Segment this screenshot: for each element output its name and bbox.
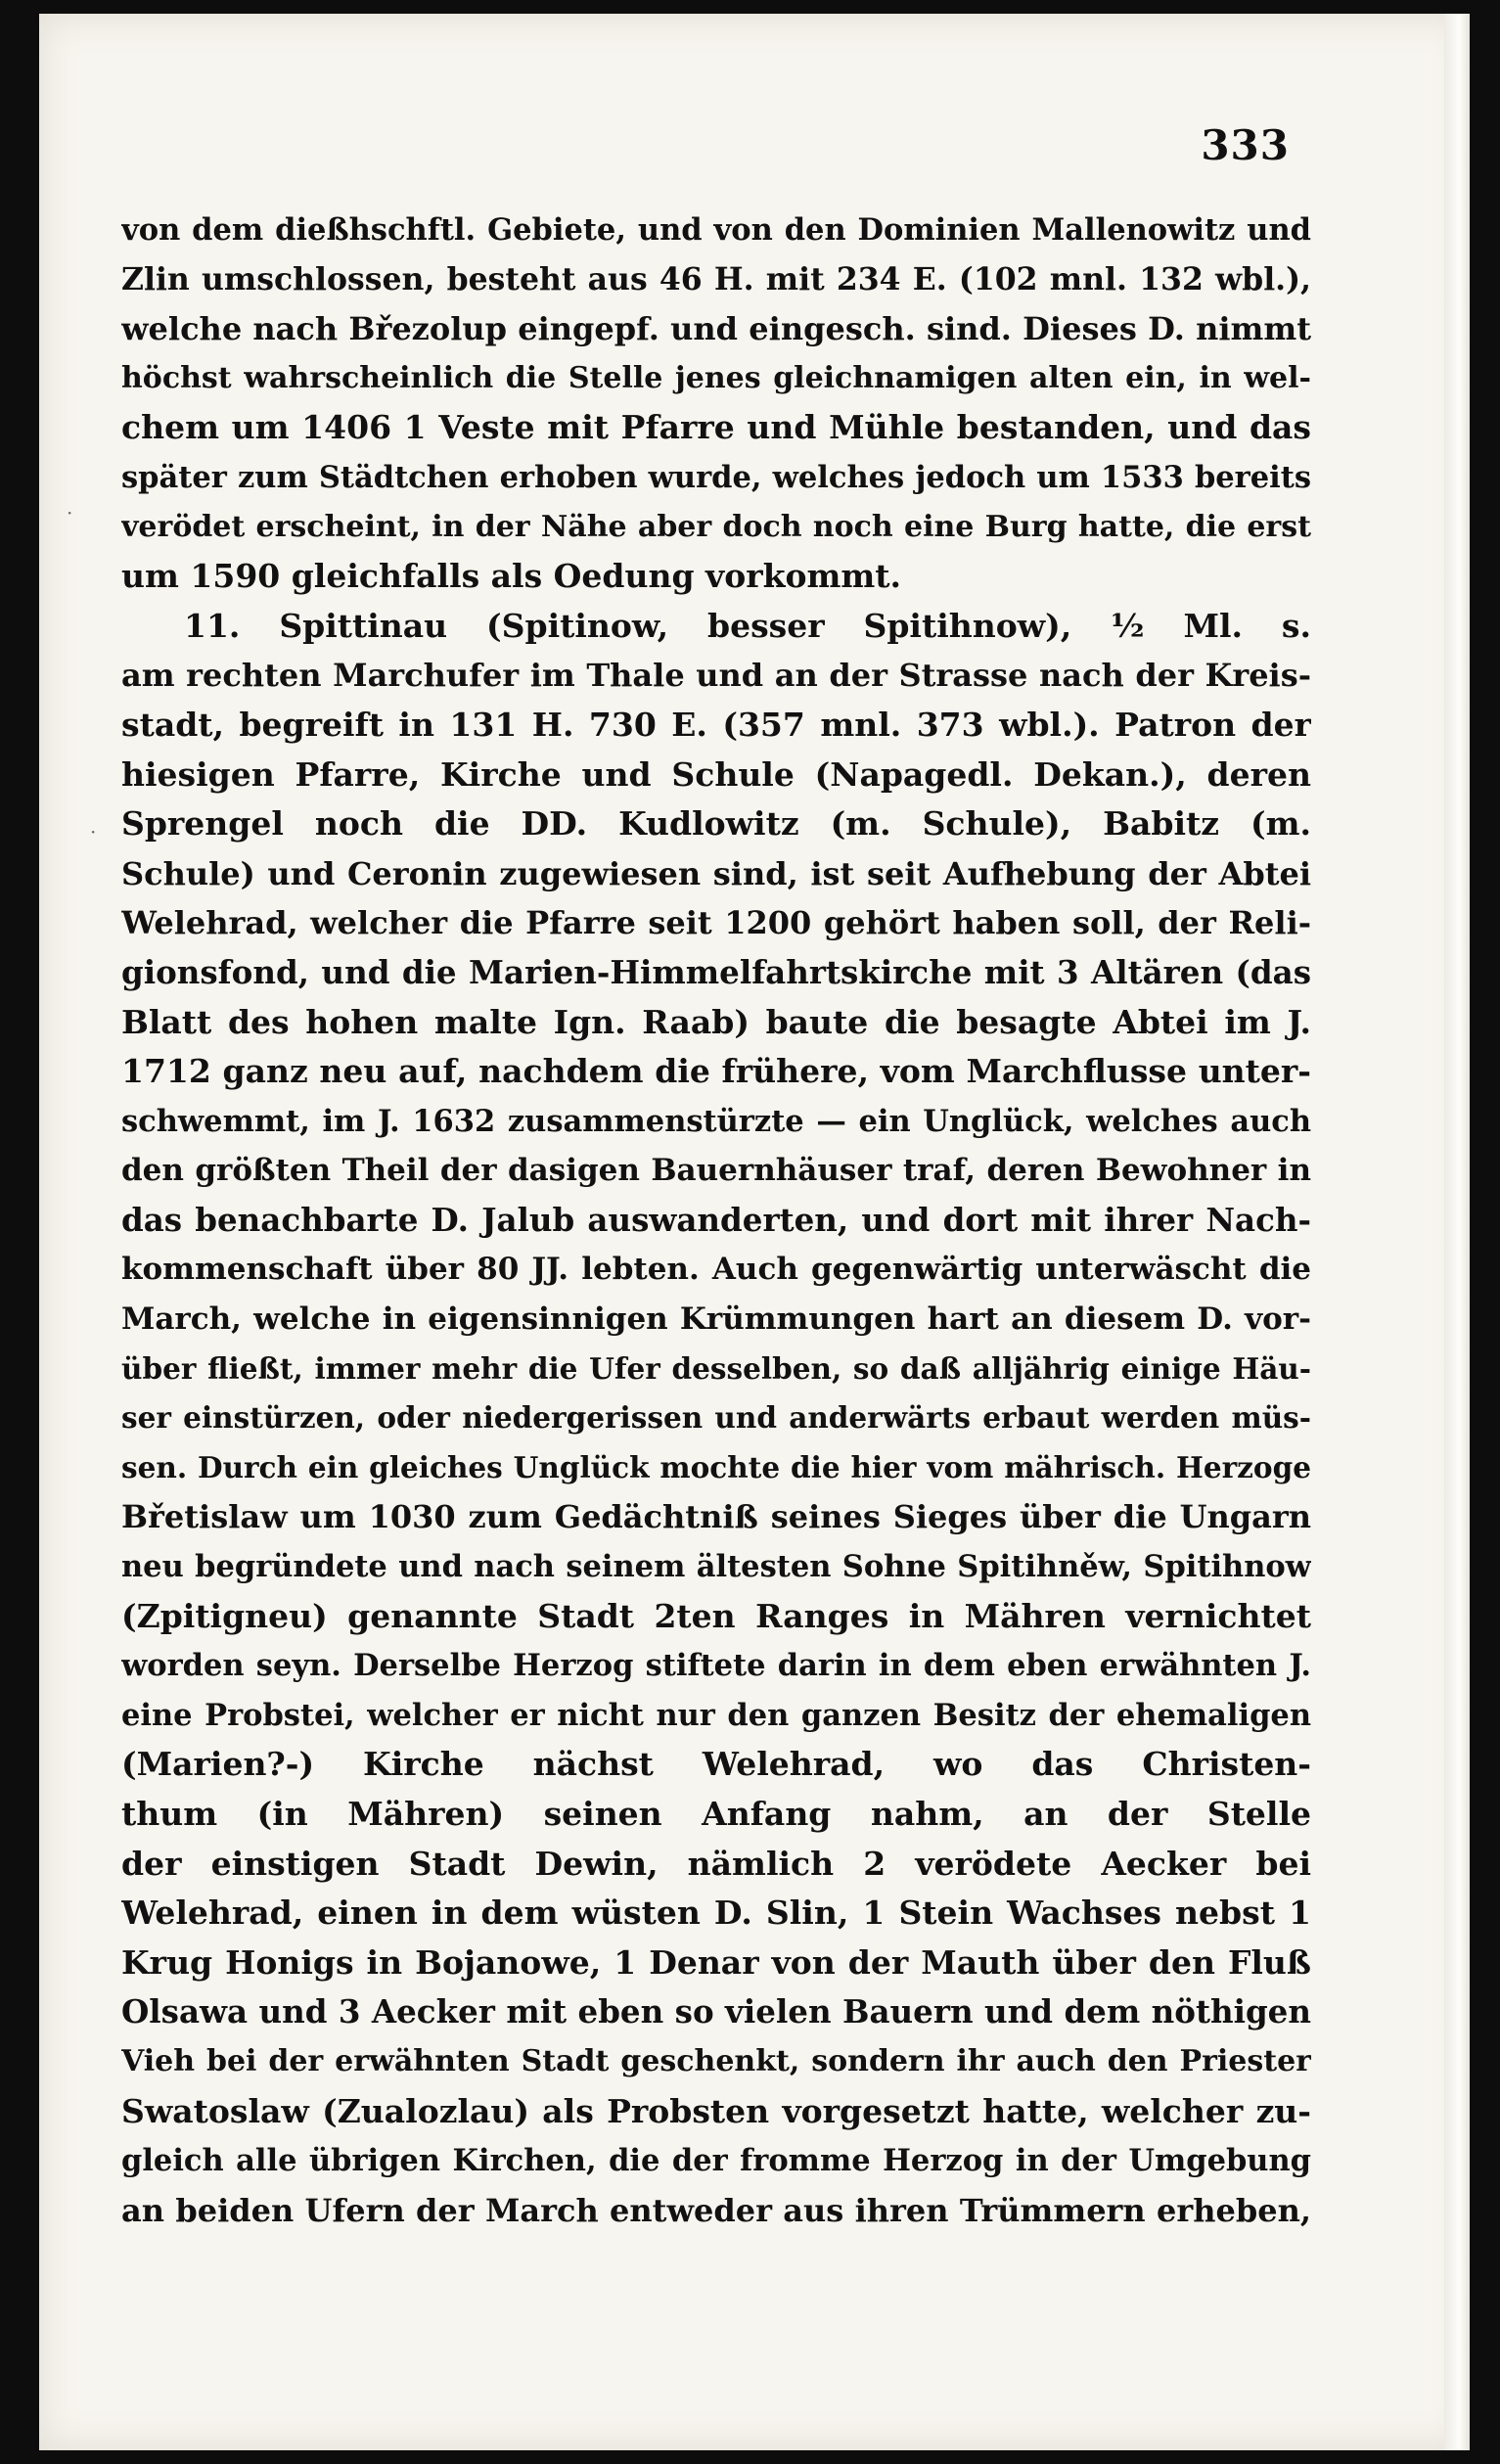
text-line: der einstigen Stadt Dewin, nämlich 2 verödete Aecker bei — [121, 1844, 1311, 1883]
text-line: das benachbarte D. Jalub auswanderten, und dort mit ihrer Nach- — [121, 1200, 1311, 1239]
print-speck: · — [67, 501, 73, 525]
text-line: Břetislaw um 1030 zum Gedächtniß seines Sieges über die Ungarn — [121, 1498, 1311, 1536]
text-line: verödet erscheint, in der Nähe aber doch noch eine Burg hatte, die erst — [121, 509, 1311, 544]
text-line: Sprengel noch die DD. Kudlowitz (m. Schule), Babitz (m. — [121, 804, 1311, 844]
text-line: am rechten Marchufer im Thale und an der Strasse nach der Kreis- — [121, 657, 1311, 695]
text-line: March, welche in eigensinnigen Krümmungen hart an diesem D. vor- — [121, 1301, 1311, 1338]
text-line: thum (in Mähren) seinen Anfang nahm, an der Stelle — [121, 1795, 1311, 1833]
page-number: 333 — [1201, 121, 1290, 169]
text-line: Schule) und Ceronin zugewiesen sind, ist seit Aufhebung der Abtei — [121, 854, 1311, 892]
text-line: gionsfond, und die Marien-Himmelfahrtskirche mit 3 Altären (das — [121, 952, 1311, 991]
print-speck: · — [90, 820, 97, 844]
page-text — [121, 205, 1311, 2235]
text-line: Olsawa und 3 Aecker mit eben so vielen Bauern und dem nöthigen — [121, 1992, 1311, 2031]
text-line: kommenschaft über 80 JJ. lebten. Auch gegenwärtig unterwäscht die — [121, 1252, 1311, 1288]
text-line: neu begründete und nach seinem ältesten Sohne Spitihněw, Spitihnow — [121, 1549, 1311, 1585]
text-line: sen. Durch ein gleiches Unglück mochte die hier vom mährisch. Herzoge — [121, 1449, 1311, 1484]
text-line: schwemmt, im J. 1632 zusammenstürzte — ein Unglück, welches auch — [121, 1103, 1311, 1139]
text-line: Welehrad, welcher die Pfarre seit 1200 gehört haben soll, der Reli- — [121, 904, 1311, 942]
text-line: über fließt, immer mehr die Ufer desselben, so daß alljährig einige Häu- — [121, 1350, 1311, 1386]
text-line: Welehrad, einen in dem wüsten D. Slin, 1 Stein Wachses nebst 1 — [121, 1894, 1311, 1933]
text-line: stadt, begreift in 131 H. 730 E. (357 mnl. 373 wbl.). Patron der — [121, 705, 1311, 744]
text-line: chem um 1406 1 Veste mit Pfarre und Mühle bestanden, und das — [121, 408, 1311, 447]
text-line: welche nach Březolup eingepf. und eingesch. sind. Dieses D. nimmt — [121, 310, 1311, 348]
text-line: um 1590 gleichfalls als Oedung vorkommt. — [121, 557, 902, 596]
text-line: 1712 ganz neu auf, nachdem die frühere, vom Marchflusse unter- — [121, 1052, 1311, 1091]
text-line: worden seyn. Derselbe Herzog stiftete darin in dem eben erwähnten J. — [121, 1648, 1311, 1684]
text-line: Blatt des hohen malte Ign. Raab) baute die besagte Abtei im J. — [121, 1002, 1311, 1041]
text-line: Krug Honigs in Bojanowe, 1 Denar von der Mauth über den Fluß — [121, 1942, 1311, 1982]
text-line: eine Probstei, welcher er nicht nur den ganzen Besitz der ehemaligen — [121, 1697, 1311, 1733]
text-line: 11. Spittinau (Spitinow, besser Spitihnow), ½ Ml. s. — [184, 606, 1311, 645]
text-line: hiesigen Pfarre, Kirche und Schule (Napagedl. Dekan.), deren — [121, 754, 1311, 794]
text-line: später zum Städtchen erhoben wurde, welches jedoch um 1533 bereits — [121, 459, 1311, 495]
text-line: höchst wahrscheinlich die Stelle jenes gleichnamigen alten ein, in wel- — [121, 360, 1311, 395]
text-line: Vieh bei der erwähnten Stadt geschenkt, sondern ihr auch den Priester — [121, 2043, 1311, 2078]
text-line: ser einstürzen, oder niedergerissen und anderwärts erbaut werden müs- — [121, 1400, 1311, 1436]
book-page — [39, 14, 1470, 2450]
text-line: (Marien?-) Kirche nächst Welehrad, wo das Christen- — [121, 1745, 1311, 1784]
text-line: von dem dießhschftl. Gebiete, und von den Dominien Mallenowitz und — [121, 212, 1311, 248]
text-line: gleich alle übrigen Kirchen, die der fromme Herzog in der Umgebung — [121, 2143, 1311, 2179]
text-line: den größten Theil der dasigen Bauernhäuser traf, deren Bewohner in — [121, 1153, 1311, 1189]
text-line: Zlin umschlossen, besteht aus 46 H. mit 234 E. (102 mnl. 132 wbl.), — [121, 260, 1311, 297]
text-line: an beiden Ufern der March entweder aus ihren Trümmern erheben, — [121, 2191, 1311, 2229]
text-line: (Zpitigneu) genannte Stadt 2ten Ranges in Mähren vernichtet — [121, 1596, 1311, 1635]
page-edge — [1444, 14, 1470, 2450]
text-line: Swatoslaw (Zualozlau) als Probsten vorgesetzt hatte, welcher zu- — [121, 2091, 1311, 2130]
